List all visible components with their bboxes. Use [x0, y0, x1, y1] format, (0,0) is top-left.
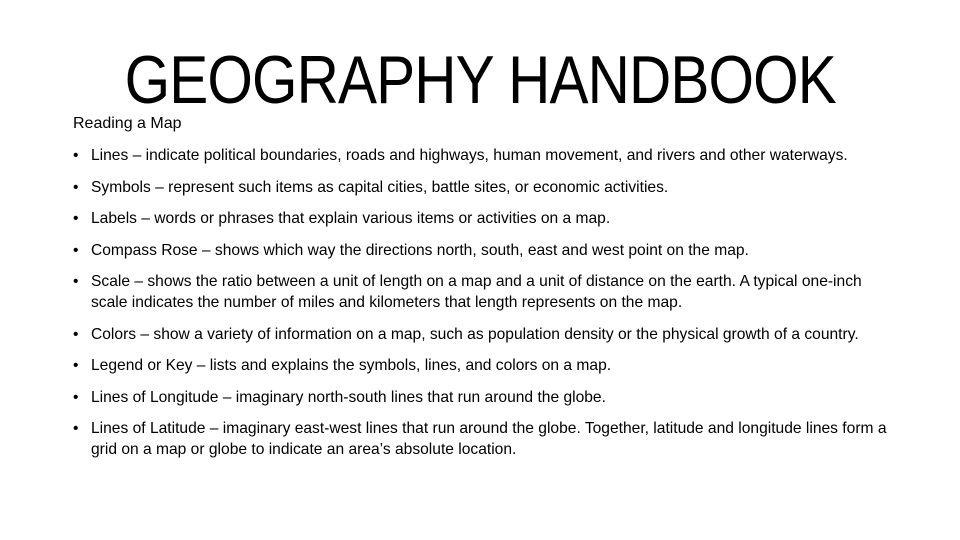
bullet-icon: • — [73, 210, 79, 227]
list-item-lines — [73, 145, 893, 166]
bullet-icon: • — [73, 178, 79, 196]
bullet-list — [73, 145, 893, 471]
list-item-text: Compass Rose – shows which way the directions north, south, east and west point on the map. — [91, 241, 749, 259]
list-item-text: Lines of Longitude – imaginary north-south lines that run around the globe. — [91, 388, 606, 406]
page-title: GEOGRAPHY HANDBOOK — [124, 42, 836, 118]
list-item-text: Colors – show a variety of information on a map, such as population density or the physical growth of a country. — [91, 325, 859, 343]
list-item-text: Scale – shows the ratio between a unit of length on a map and a unit of distance on the earth. A typical one-inch scale indicates the number of miles and kilometers that length represents on the map. — [91, 273, 862, 311]
bullet-icon: • — [73, 357, 79, 374]
list-item-legend — [73, 355, 893, 376]
list-item-longitude — [73, 387, 893, 408]
list-item-text: Lines – indicate political boundaries, roads and highways, human movement, and rivers and other waterways. — [91, 147, 848, 164]
list-item-compass-rose — [73, 240, 893, 261]
bullet-icon: • — [73, 420, 79, 437]
list-item-text: Symbols – represent such items as capital cities, battle sites, or economic activities. — [91, 178, 669, 196]
list-item-scale — [73, 271, 893, 313]
list-item-latitude — [73, 418, 893, 460]
bullet-icon: • — [73, 273, 79, 290]
list-item-text: Lines of Latitude – imaginary east-west lines that run around the globe. Together, latitude and longitude lines form a grid on a map or globe to indicate an area’s absolute location. — [91, 420, 887, 458]
bullet-icon: • — [73, 325, 79, 343]
bullet-icon: • — [73, 147, 79, 164]
bullet-icon: • — [73, 241, 79, 259]
bullet-icon: • — [73, 388, 79, 406]
list-item-colors — [73, 324, 893, 345]
list-item-text: Labels – words or phrases that explain various items or activities on a map. — [91, 210, 611, 227]
list-item-text: Legend or Key – lists and explains the symbols, lines, and colors on a map. — [91, 357, 612, 374]
list-item-labels — [73, 208, 893, 229]
list-item-symbols — [73, 177, 893, 198]
section-subtitle: Reading a Map — [73, 115, 182, 132]
